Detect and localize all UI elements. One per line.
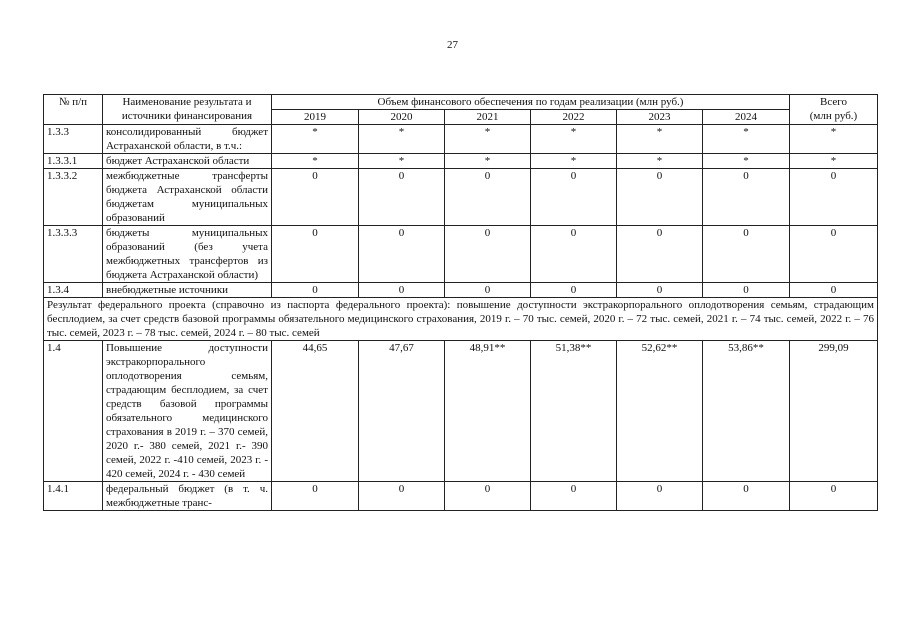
- year-value: *: [445, 154, 531, 169]
- header-total-line1: Всего: [820, 96, 847, 108]
- year-header: 2021: [445, 110, 531, 125]
- row-total: 299,09: [790, 341, 878, 482]
- year-value: *: [703, 154, 790, 169]
- row-name: Повышение доступности экстракорпорального оплодотворения семьям, страдающим бесплодием, за счет средств базовой программы обязательного медицинского страхования в 2019 г. – 370 семей, 2020 г.- 380 семей, 2021 г.- 390 семей, 2022 г. -410 семей, 2023 г. - 420 семей, 2024 г. - 430 семей: [103, 341, 272, 482]
- year-value: 0: [703, 283, 790, 298]
- year-value: 0: [359, 226, 445, 283]
- header-name-line2: источники финансирования: [121, 110, 253, 122]
- year-value: 0: [531, 226, 617, 283]
- year-value: *: [617, 154, 703, 169]
- row-number: 1.3.4: [44, 283, 103, 298]
- header-total: [790, 95, 878, 125]
- row-number: 1.4: [44, 341, 103, 482]
- table-row: [44, 283, 878, 298]
- row-total: 0: [790, 169, 878, 226]
- row-name: внебюджетные источники: [103, 283, 272, 298]
- row-total: *: [790, 125, 878, 154]
- row-name: федеральный бюджет (в т. ч. межбюджетные транс-: [103, 482, 272, 511]
- year-value: *: [445, 125, 531, 154]
- year-value: 0: [703, 482, 790, 511]
- year-value: 52,62**: [617, 341, 703, 482]
- year-value: 0: [445, 482, 531, 511]
- year-value: *: [617, 125, 703, 154]
- table-row: [44, 482, 878, 511]
- year-value: 0: [272, 226, 359, 283]
- year-value: *: [531, 125, 617, 154]
- financing-table: [43, 94, 878, 511]
- year-value: 0: [445, 169, 531, 226]
- year-header: 2024: [703, 110, 790, 125]
- year-value: 53,86**: [703, 341, 790, 482]
- year-value: *: [359, 154, 445, 169]
- year-value: 47,67: [359, 341, 445, 482]
- year-value: 0: [272, 283, 359, 298]
- row-number: 1.4.1: [44, 482, 103, 511]
- year-value: 0: [272, 482, 359, 511]
- year-header: 2020: [359, 110, 445, 125]
- row-number: 1.3.3.3: [44, 226, 103, 283]
- year-value: *: [703, 125, 790, 154]
- year-value: *: [359, 125, 445, 154]
- year-value: 0: [359, 482, 445, 511]
- year-value: 0: [359, 169, 445, 226]
- row-total: 0: [790, 482, 878, 511]
- header-row: [44, 95, 878, 110]
- header-volume: Объем финансового обеспечения по годам реализации (млн руб.): [272, 95, 790, 110]
- year-value: 51,38**: [531, 341, 617, 482]
- row-total: 0: [790, 283, 878, 298]
- row-total: *: [790, 154, 878, 169]
- year-header: 2022: [531, 110, 617, 125]
- row-number: 1.3.3.2: [44, 169, 103, 226]
- header-num: № п/п: [44, 95, 103, 125]
- row-total: 0: [790, 226, 878, 283]
- year-value: 0: [617, 226, 703, 283]
- row-number: 1.3.3: [44, 125, 103, 154]
- table-row: [44, 341, 878, 482]
- table-row: [44, 226, 878, 283]
- row-name: консолидированный бюджет Астраханской области, в т.ч.:: [103, 125, 272, 154]
- year-value: 0: [272, 169, 359, 226]
- year-value: *: [272, 125, 359, 154]
- result-text: Результат федерального проекта (справочно из паспорта федерального проекта): повышение доступности экстракорпорального оплодотворения семьям, страдающим бесплодием, за счет средств базовой программы обязательного медицинского страхования, 2019 г. – 70 тыс. семей, 2020 г. – 72 тыс. семей, 2021 г. – 74 тыс. семей, 2022 г. – 76 тыс. семей, 2023 г. – 78 тыс. семей, 2024 г. – 80 тыс. семей: [44, 298, 878, 341]
- year-value: *: [272, 154, 359, 169]
- year-value: 0: [445, 226, 531, 283]
- year-value: 0: [703, 169, 790, 226]
- year-value: 0: [531, 482, 617, 511]
- year-value: 0: [617, 283, 703, 298]
- year-value: 0: [703, 226, 790, 283]
- year-value: 0: [617, 169, 703, 226]
- row-name: бюджеты муниципальных образований (без учета межбюджетных трансфертов из бюджета Астраханской области): [103, 226, 272, 283]
- year-value: 0: [359, 283, 445, 298]
- table-row: [44, 169, 878, 226]
- row-name: бюджет Астраханской области: [103, 154, 272, 169]
- row-number: 1.3.3.1: [44, 154, 103, 169]
- year-value: 0: [617, 482, 703, 511]
- year-value: 0: [531, 283, 617, 298]
- header-name: [103, 95, 272, 125]
- page-number: 27: [447, 39, 458, 51]
- year-value: 0: [445, 283, 531, 298]
- table-row: [44, 154, 878, 169]
- year-value: *: [531, 154, 617, 169]
- header-total-line2: (млн руб.): [809, 110, 858, 122]
- header-name-line1: Наименование результата и: [122, 96, 252, 108]
- row-name: межбюджетные трансферты бюджета Астраханской области бюджетам муниципальных образований: [103, 169, 272, 226]
- year-header: 2019: [272, 110, 359, 125]
- year-header: 2023: [617, 110, 703, 125]
- year-value: 44,65: [272, 341, 359, 482]
- year-value: 0: [531, 169, 617, 226]
- year-value: 48,91**: [445, 341, 531, 482]
- result-row: [44, 298, 878, 341]
- table-row: [44, 125, 878, 154]
